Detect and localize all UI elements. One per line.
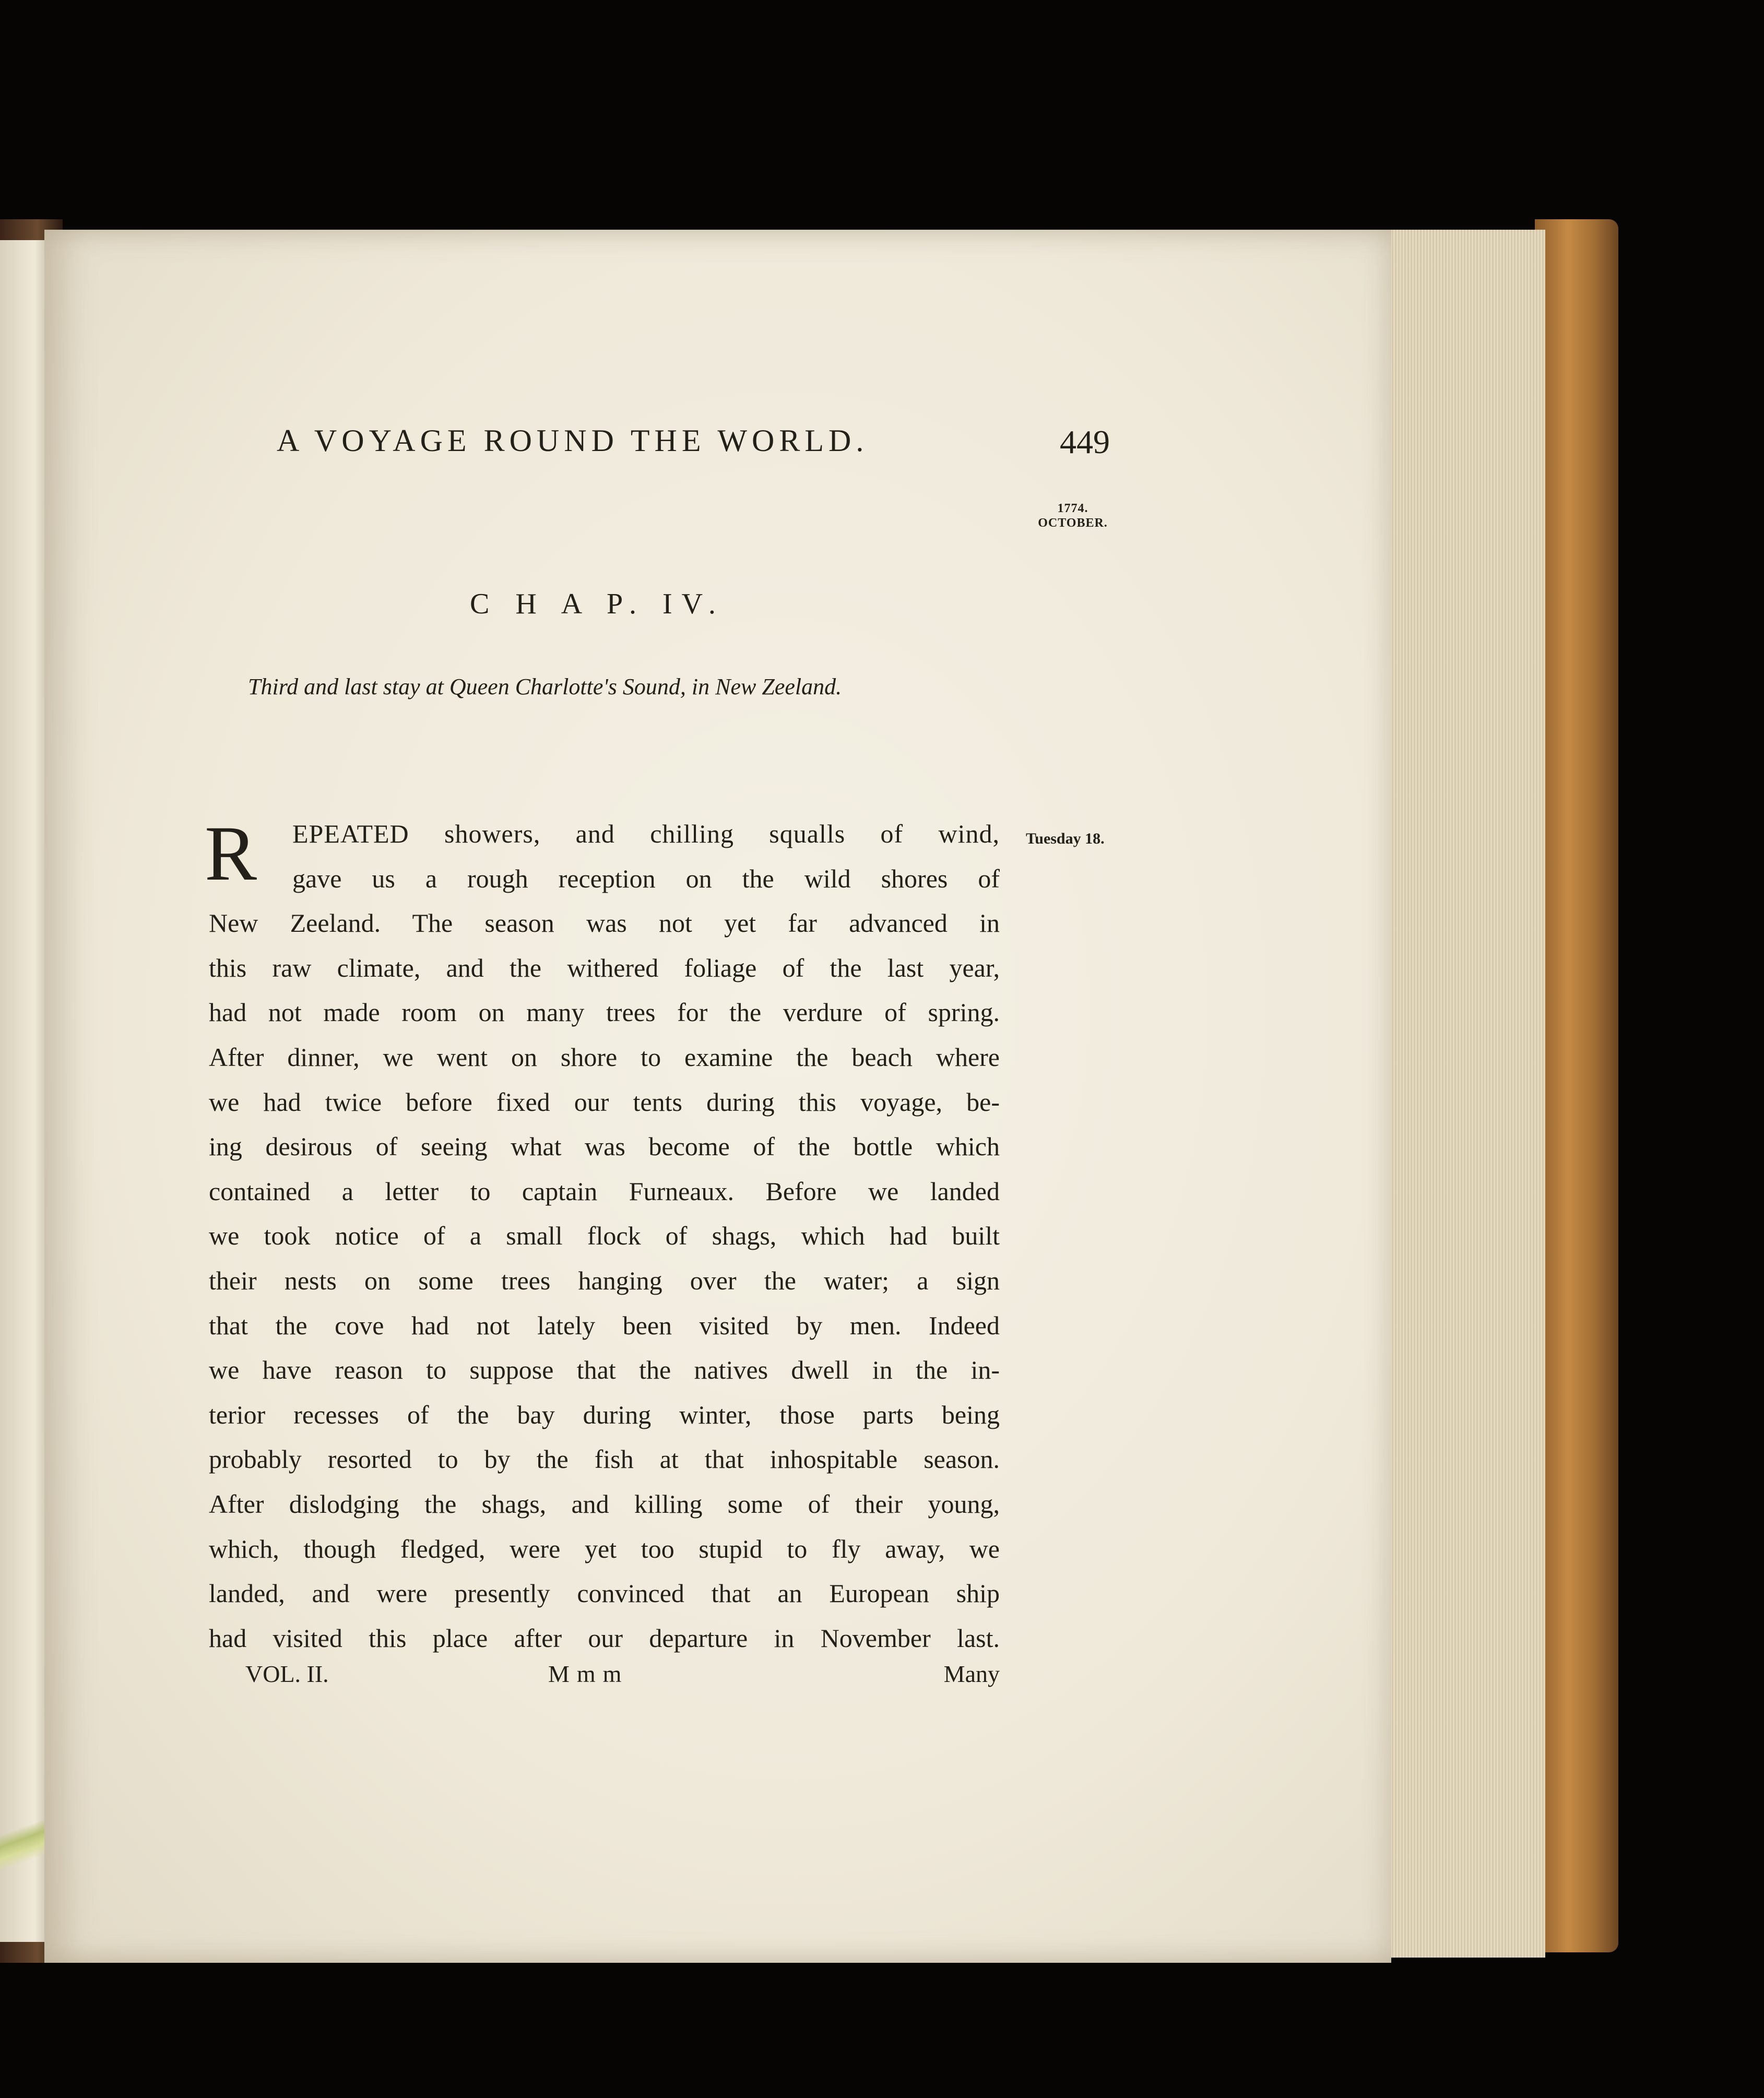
catchword: Many	[943, 1661, 1000, 1687]
text-line: their nests on some trees hanging over the water; a sign	[209, 1265, 1000, 1295]
text-line: ing desirous of seeing what was become of the bottle which	[209, 1132, 1000, 1161]
book-cover-edge	[1535, 219, 1618, 1952]
text-line: had visited this place after our departure in November last.	[209, 1623, 1000, 1653]
text-line: this raw climate, and the withered foliage of the last year,	[209, 953, 1000, 982]
margin-date-note: Tuesday 18.	[1026, 830, 1105, 847]
margin-year: 1774.	[1057, 502, 1088, 515]
chapter-title: C H A P. IV.	[470, 588, 725, 620]
running-head: A VOYAGE ROUND THE WORLD.	[277, 423, 869, 458]
text-line: had not made room on many trees for the verdure of spring.	[209, 998, 1000, 1027]
text-line: After dinner, we went on shore to examine the beach where	[209, 1042, 1000, 1072]
text-line: we took notice of a small flock of shags, which had built	[209, 1221, 1000, 1251]
drop-cap: R	[205, 810, 257, 897]
text-line: terior recesses of the bay during winter, those parts being	[209, 1400, 1000, 1429]
page-number: 449	[1060, 423, 1110, 460]
body-text	[205, 810, 1000, 1661]
page-footer	[245, 1660, 1000, 1697]
page-block-edge	[1383, 230, 1545, 1958]
text-line: probably resorted to by the fish at that inhospitable season.	[209, 1444, 1000, 1474]
signature-mark: Mmm	[548, 1661, 629, 1687]
text-line: contained a letter to captain Furneaux. Before we landed	[209, 1176, 1000, 1206]
text-line: EPEATED showers, and chilling squalls of wind,	[292, 819, 1000, 848]
text-line: which, though fledged, were yet too stupid to fly away, we	[209, 1534, 1000, 1563]
volume-label: VOL. II.	[245, 1661, 329, 1687]
chapter-subtitle: Third and last stay at Queen Charlotte's Sound, in New Zeeland.	[248, 674, 842, 700]
text-line: we had twice before fixed our tents during this voyage, be-	[209, 1087, 1000, 1117]
facing-page-edge	[0, 240, 50, 1942]
text-line: New Zeeland. The season was not yet far advanced in	[209, 908, 1000, 938]
text-line: After dislodging the shags, and killing some of their young,	[209, 1489, 1000, 1519]
text-line: gave us a rough reception on the wild shores of	[292, 863, 1000, 893]
margin-month: OCTOBER.	[1038, 516, 1108, 530]
text-line: that the cove had not lately been visited by men. Indeed	[209, 1310, 1000, 1340]
text-line: landed, and were presently convinced that an European ship	[209, 1579, 1000, 1608]
margin-date	[1031, 501, 1115, 530]
text-line: we have reason to suppose that the natives dwell in the in-	[209, 1355, 1000, 1385]
